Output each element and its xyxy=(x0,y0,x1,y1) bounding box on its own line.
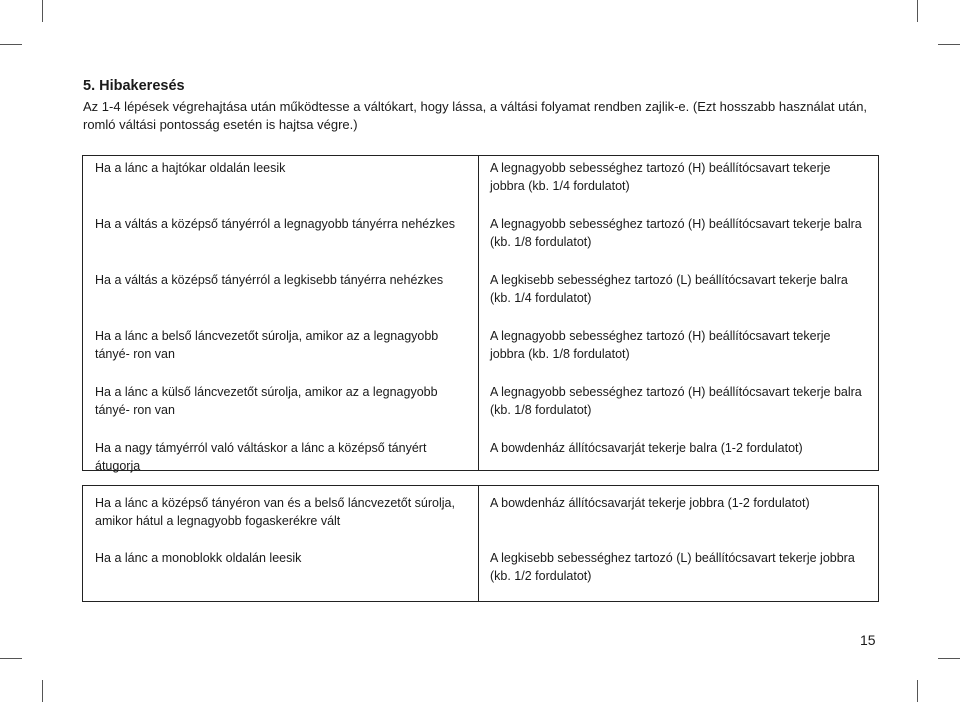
crop-mark xyxy=(938,658,960,659)
solution-cell: A bowdenház állítócsavarját tekerje jobbra (1-2 fordulatot) xyxy=(490,496,810,510)
section-heading: 5. Hibakeresés xyxy=(83,78,185,94)
crop-mark xyxy=(42,680,43,702)
solution-cell: A legnagyobb sebességhez tartozó (H) beállítócsavart tekerje jobbra (kb. 1/4 fordulatot) xyxy=(490,161,831,193)
section-intro: Az 1-4 lépések végrehajtása után működtesse a váltókart, hogy lássa, a váltási folyamat rendben zajlik-e. (Ezt hosszabb használat után, romló váltási pontosság esetén is hajtsa végre.) xyxy=(83,99,868,132)
troubleshooting-table-1 xyxy=(82,155,879,471)
crop-mark xyxy=(917,0,918,22)
page-number: 15 xyxy=(860,632,876,648)
problem-cell: Ha a lánc a hajtókar oldalán leesik xyxy=(95,161,286,175)
crop-mark xyxy=(42,0,43,22)
column-divider xyxy=(478,156,479,470)
problem-cell: Ha a váltás a középső tányérról a legnagyobb tányérra nehézkes xyxy=(95,217,455,231)
solution-cell: A legkisebb sebességhez tartozó (L) beállítócsavart tekerje balra (kb. 1/4 fordulatot) xyxy=(490,273,848,305)
crop-mark xyxy=(0,44,22,45)
problem-cell: Ha a lánc a monoblokk oldalán leesik xyxy=(95,551,302,565)
problem-cell: Ha a lánc a középső tányéron van és a belső láncvezetőt súrolja, amikor hátul a legnagyobb fogaskerékre vált xyxy=(95,496,455,528)
troubleshooting-table-2 xyxy=(82,485,879,602)
solution-cell: A legnagyobb sebességhez tartozó (H) beállítócsavart tekerje balra (kb. 1/8 fordulatot) xyxy=(490,217,862,249)
crop-mark xyxy=(0,658,22,659)
problem-cell: Ha a lánc a külső láncvezetőt súrolja, amikor az a legnagyobb tányé- ron van xyxy=(95,385,438,417)
problem-cell: Ha a váltás a középső tányérról a legkisebb tányérra nehézkes xyxy=(95,273,444,287)
solution-cell: A bowdenház állítócsavarját tekerje balra (1-2 fordulatot) xyxy=(490,441,803,455)
crop-mark xyxy=(938,44,960,45)
solution-cell: A legnagyobb sebességhez tartozó (H) beállítócsavart tekerje balra (kb. 1/8 fordulatot) xyxy=(490,385,862,417)
problem-cell: Ha a nagy támyérról való váltáskor a lánc a középső tányért átugorja xyxy=(95,441,427,473)
solution-cell: A legkisebb sebességhez tartozó (L) beállítócsavart tekerje jobbra (kb. 1/2 fordulatot) xyxy=(490,551,855,583)
solution-cell: A legnagyobb sebességhez tartozó (H) beállítócsavart tekerje jobbra (kb. 1/8 fordulatot) xyxy=(490,329,831,361)
column-divider xyxy=(478,486,479,601)
crop-mark xyxy=(917,680,918,702)
problem-cell: Ha a lánc a belső láncvezetőt súrolja, amikor az a legnagyobb tányé- ron van xyxy=(95,329,439,361)
